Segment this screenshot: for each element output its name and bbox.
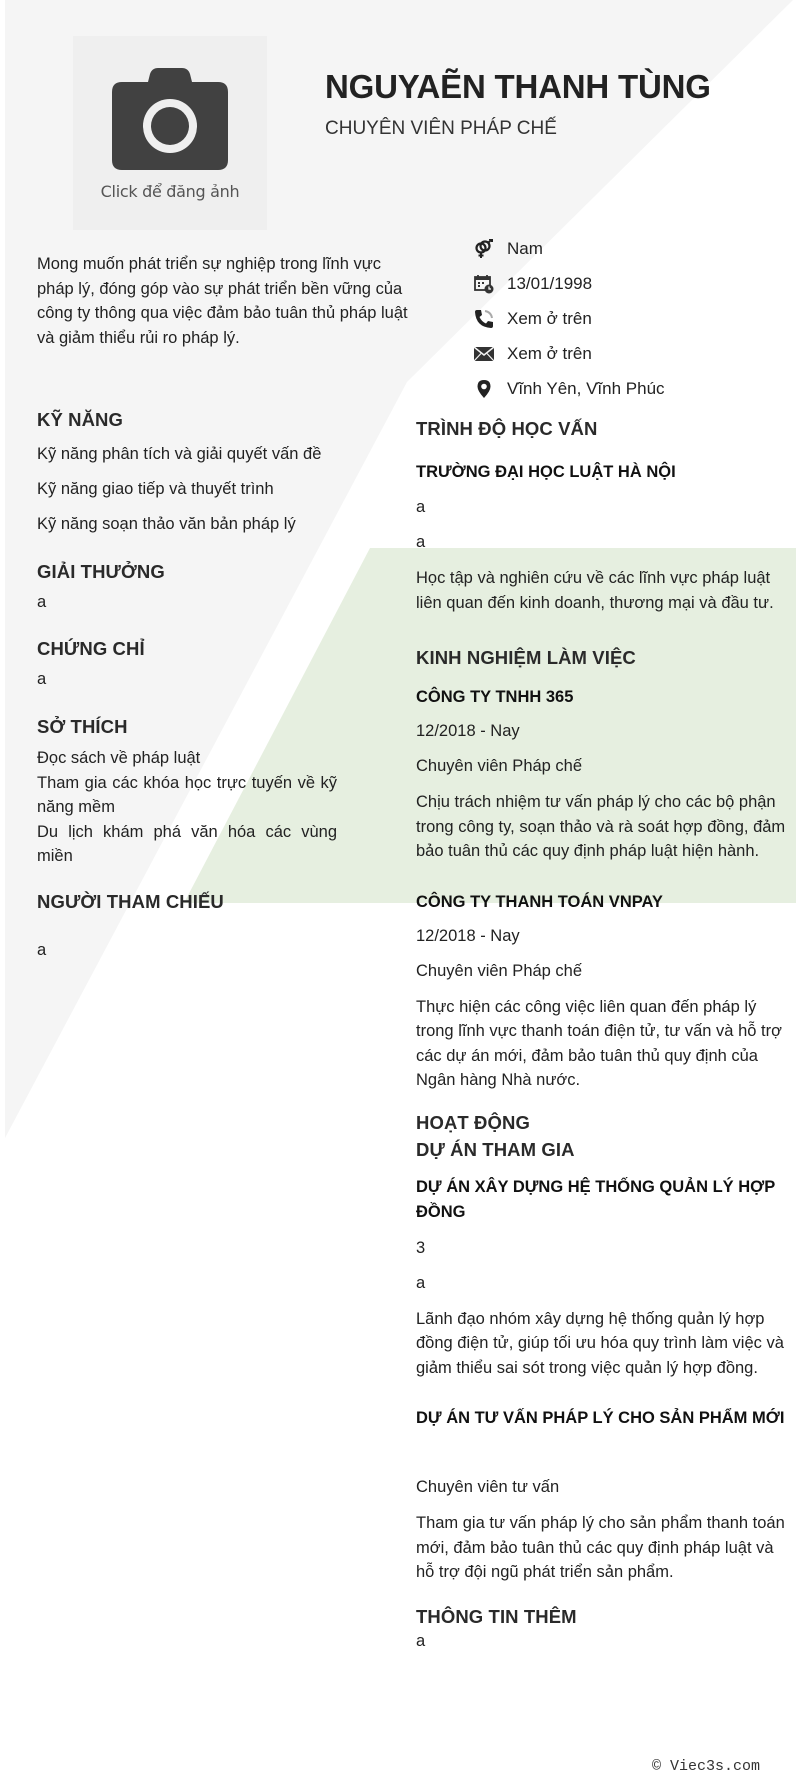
awards-value: a — [37, 593, 47, 611]
skill-item: Kỹ năng soạn thảo văn bản pháp lý — [37, 515, 296, 533]
more-info-heading: THÔNG TIN THÊM — [416, 1605, 577, 1627]
education-line: a — [416, 498, 426, 516]
contact-gender-value: Nam — [507, 238, 543, 258]
contact-address-value: Vĩnh Yên, Vĩnh Phúc — [507, 378, 665, 398]
job-company: CÔNG TY THANH TOÁN VNPAY — [416, 892, 663, 911]
gender-icon — [473, 238, 495, 260]
certificates-section — [37, 638, 337, 689]
job-period: 12/2018 - Nay — [416, 926, 520, 945]
contact-phone-value[interactable]: Xem ở trên — [507, 308, 592, 328]
job-entry — [416, 893, 786, 1093]
candidate-name: NGUYAẼN THANH TÙNG — [325, 68, 711, 105]
references-heading: NGƯỜI THAM CHIẾU — [37, 890, 224, 912]
skill-item: Kỹ năng giao tiếp và thuyết trình — [37, 480, 274, 498]
job-description: Chịu trách nhiệm tư vấn pháp lý cho các bộ phận trong công ty, soạn thảo và rà soát hợp đồng, đảm bảo tuân thủ các quy định pháp luật hiện hành. — [416, 793, 786, 860]
contact-email — [473, 336, 665, 371]
hobby-item: Đọc sách về pháp luật — [37, 749, 201, 767]
project-name: DỰ ÁN XÂY DỰNG HỆ THỐNG QUẢN LÝ HỢP ĐỒNG — [416, 1177, 775, 1221]
contact-birthday — [473, 266, 665, 301]
project-name: DỰ ÁN TƯ VẤN PHÁP LÝ CHO SẢN PHẨM MỚI — [416, 1409, 785, 1427]
hobby-item: Tham gia các khóa học trực tuyến về kỹ năng mềm — [37, 773, 337, 816]
contact-gender — [473, 231, 665, 266]
location-icon — [473, 378, 495, 400]
camera-icon — [112, 68, 228, 170]
job-position: Chuyên viên Pháp chế — [416, 757, 583, 775]
project-line: 3 — [416, 1238, 426, 1257]
hobbies-section — [37, 716, 337, 869]
certificates-heading: CHỨNG CHỈ — [37, 638, 145, 659]
project-line: a — [416, 1273, 426, 1292]
contact-email-value[interactable]: Xem ở trên — [507, 343, 592, 363]
more-info-section — [416, 1606, 786, 1652]
school-name: TRƯỜNG ĐẠI HỌC LUẬT HÀ NỘI — [416, 463, 676, 481]
awards-section — [37, 561, 337, 612]
project-entry — [416, 1409, 786, 1585]
career-objective: Mong muốn phát triển sự nghiệp trong lĩnh vực pháp lý, đóng góp vào sự phát triển bền vững của công ty thông qua việc đảm bảo tuân thủ pháp luật và giảm thiểu rủi ro pháp lý. — [37, 255, 408, 347]
job-period: 12/2018 - Nay — [416, 722, 520, 740]
experience-heading: KINH NGHIỆM LÀM VIỆC — [416, 647, 636, 668]
left-column — [37, 409, 337, 960]
education-line: a — [416, 533, 426, 551]
contact-list — [473, 231, 665, 406]
phone-icon — [473, 308, 495, 330]
skills-heading: KỸ NĂNG — [37, 409, 124, 430]
job-position: Chuyên viên Pháp chế — [416, 961, 583, 980]
calendar-icon — [473, 273, 495, 295]
projects-section — [416, 1136, 786, 1585]
hobbies-heading: SỞ THÍCH — [37, 716, 128, 737]
skills-section — [37, 409, 337, 548]
projects-heading: DỰ ÁN THAM GIA — [416, 1138, 575, 1160]
hobby-item: Du lịch khám phá văn hóa các vùng miền — [37, 822, 337, 865]
email-icon — [473, 343, 495, 365]
project-entry — [416, 1175, 786, 1381]
references-value: a — [37, 940, 47, 959]
more-info-value: a — [416, 1631, 426, 1650]
education-section — [416, 418, 786, 615]
footer-copyright[interactable]: © Viec3s.com — [651, 1758, 760, 1775]
photo-upload-caption: Click để đăng ảnh — [100, 181, 240, 201]
candidate-title: CHUYÊN VIÊN PHÁP CHẾ — [325, 118, 557, 139]
contact-phone — [473, 301, 665, 336]
contact-address — [473, 371, 665, 406]
contact-birthday-value: 13/01/1998 — [507, 273, 593, 293]
job-entry — [416, 688, 786, 864]
awards-heading: GIẢI THƯỞNG — [37, 561, 165, 582]
job-description: Thực hiện các công việc liên quan đến pháp lý trong lĩnh vực thanh toán điện tử, tư vấn và hỗ trợ các dự án mới, đảm bảo tuân thủ quy định của Ngân hàng Nhà nước. — [416, 997, 782, 1089]
photo-upload-box[interactable] — [73, 36, 267, 230]
references-section — [37, 891, 337, 960]
activities-section — [416, 1109, 786, 1136]
project-role: Chuyên viên tư vấn — [416, 1478, 560, 1496]
project-description: Tham gia tư vấn pháp lý cho sản phẩm thanh toán mới, đảm bảo tuân thủ các quy định pháp luật và hỗ trợ đội ngũ phát triển sản phẩm. — [416, 1514, 785, 1581]
experience-section — [416, 647, 786, 1093]
skill-item: Kỹ năng phân tích và giải quyết vấn đề — [37, 445, 322, 463]
project-description: Lãnh đạo nhóm xây dựng hệ thống quản lý hợp đồng điện tử, giúp tối ưu hóa quy trình làm việc và giảm thiểu sai sót trong việc quản lý hợp đồng. — [416, 1309, 784, 1377]
education-heading: TRÌNH ĐỘ HỌC VẤN — [416, 418, 598, 439]
right-column — [416, 418, 786, 1652]
education-description: Học tập và nghiên cứu về các lĩnh vực pháp luật liên quan đến kinh doanh, thương mại và đầu tư. — [416, 569, 774, 612]
job-company: CÔNG TY TNHH 365 — [416, 688, 574, 706]
certificates-value: a — [37, 670, 47, 688]
activities-heading: HOẠT ĐỘNG — [416, 1111, 530, 1133]
